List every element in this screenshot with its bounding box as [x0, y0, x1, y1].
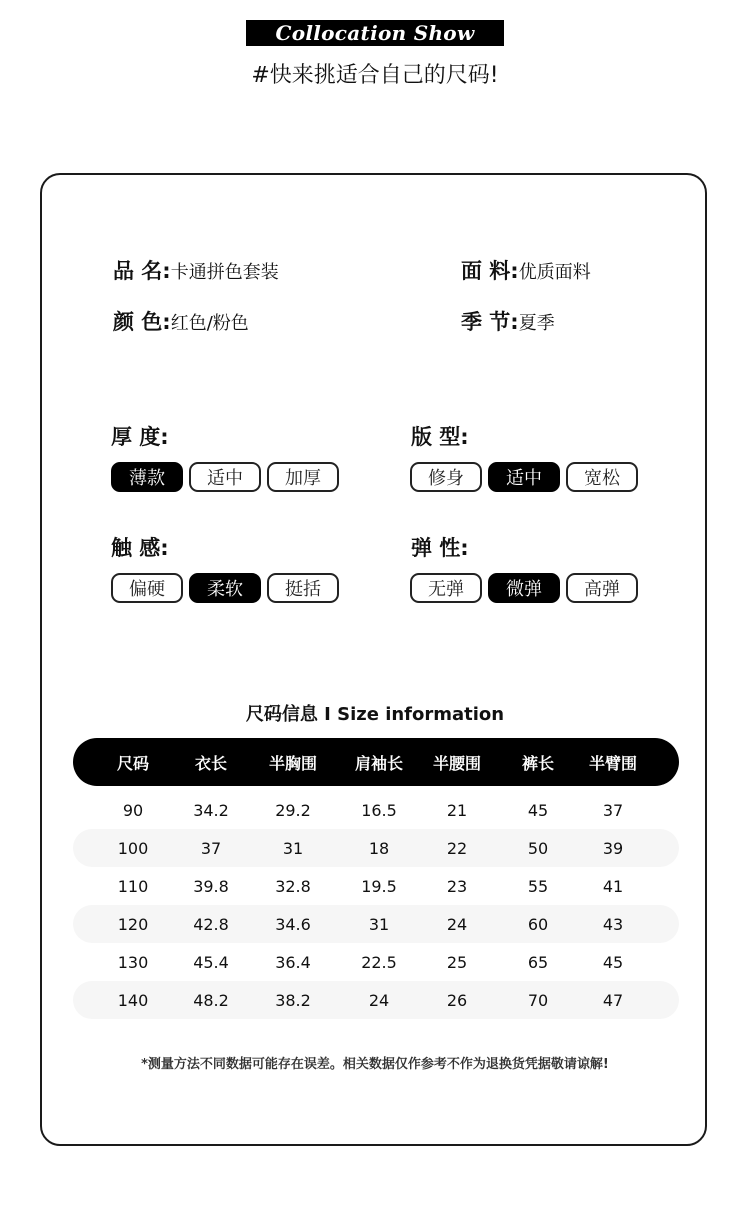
header-cell: 裤长	[521, 753, 554, 773]
table-cell: 21	[446, 800, 468, 820]
info-value: 卡通拼色套装	[170, 262, 279, 283]
info-label: 品 名:	[113, 259, 171, 283]
table-cell: 45.4	[193, 952, 229, 972]
table-cell: 45	[527, 800, 549, 820]
table-cell: 42.8	[193, 914, 229, 934]
table-cell: 47	[602, 990, 624, 1010]
attr-touch-options	[111, 573, 339, 603]
header-cell: 肩袖长	[354, 753, 403, 773]
table-cell: 110	[117, 876, 149, 896]
table-cell: 50	[527, 838, 549, 858]
table-cell: 19.5	[361, 876, 397, 896]
table-cell: 31	[368, 914, 390, 934]
option-pill: 宽松	[566, 462, 638, 492]
table-cell: 130	[117, 952, 149, 972]
option-pill: 微弹	[488, 573, 560, 603]
table-cell: 39	[602, 838, 624, 858]
info-label: 颜 色:	[113, 310, 171, 334]
table-cell: 100	[117, 838, 149, 858]
table-row	[73, 943, 679, 981]
table-cell: 43	[602, 914, 624, 934]
info-value: 夏季	[518, 313, 555, 334]
table-cell: 24	[368, 990, 390, 1010]
attr-fit-title: 版 型:	[411, 425, 469, 449]
table-cell: 34.6	[275, 914, 311, 934]
table-cell: 55	[527, 876, 549, 896]
attr-thickness-options	[111, 462, 339, 492]
option-pill: 挺括	[267, 573, 339, 603]
table-cell: 22.5	[361, 952, 397, 972]
option-pill: 偏硬	[111, 573, 183, 603]
option-pill: 适中	[189, 462, 261, 492]
option-pill: 适中	[488, 462, 560, 492]
table-cell: 39.8	[193, 876, 229, 896]
table-cell: 140	[117, 990, 149, 1010]
attr-fit-options	[410, 462, 638, 492]
attr-thickness-title: 厚 度:	[111, 425, 169, 449]
table-cell: 45	[602, 952, 624, 972]
header-cell: 半腰围	[432, 753, 481, 773]
table-row	[73, 981, 679, 1019]
table-cell: 26	[446, 990, 468, 1010]
info-fabric	[461, 255, 591, 285]
size-table-header	[73, 738, 679, 786]
table-cell: 23	[446, 876, 468, 896]
table-cell: 34.2	[193, 800, 229, 820]
table-cell: 90	[122, 800, 144, 820]
table-cell: 36.4	[275, 952, 311, 972]
table-row	[73, 905, 679, 943]
table-cell: 32.8	[275, 876, 311, 896]
info-season	[461, 306, 555, 336]
option-pill: 柔软	[189, 573, 261, 603]
header-cell: 尺码	[116, 753, 149, 773]
option-pill: 加厚	[267, 462, 339, 492]
info-label: 面 料:	[461, 259, 519, 283]
table-cell: 29.2	[275, 800, 311, 820]
table-row	[73, 791, 679, 829]
attr-elasticity-title: 弹 性:	[411, 536, 469, 560]
info-label: 季 节:	[461, 310, 519, 334]
attr-elasticity-options	[410, 573, 638, 603]
table-row	[73, 829, 679, 867]
header-cell: 半胸围	[268, 753, 317, 773]
table-cell: 38.2	[275, 990, 311, 1010]
option-pill: 高弹	[566, 573, 638, 603]
table-cell: 16.5	[361, 800, 397, 820]
table-cell: 25	[446, 952, 468, 972]
table-cell: 31	[282, 838, 304, 858]
table-cell: 22	[446, 838, 468, 858]
page-subtitle: #快来挑适合自己的尺码!	[251, 63, 499, 88]
header-cell: 半臂围	[588, 753, 637, 773]
header-cell: 衣长	[194, 753, 227, 773]
option-pill: 无弹	[410, 573, 482, 603]
size-table-title: 尺码信息 I Size information	[245, 704, 505, 725]
table-cell: 41	[602, 876, 624, 896]
table-cell: 60	[527, 914, 549, 934]
table-cell: 65	[527, 952, 549, 972]
option-pill: 薄款	[111, 462, 183, 492]
table-row	[73, 867, 679, 905]
table-cell: 120	[117, 914, 149, 934]
banner-text: Collocation Show	[275, 21, 475, 45]
option-pill: 修身	[410, 462, 482, 492]
table-cell: 48.2	[193, 990, 229, 1010]
table-cell: 24	[446, 914, 468, 934]
measurement-footnote: *测量方法不同数据可能存在误差。相关数据仅作参考不作为退换货凭据敬请谅解!	[141, 1057, 609, 1072]
collocation-show-banner	[246, 20, 504, 46]
table-cell: 37	[200, 838, 222, 858]
table-cell: 70	[527, 990, 549, 1010]
attr-touch-title: 触 感:	[111, 536, 169, 560]
table-cell: 18	[368, 838, 390, 858]
info-value: 红色/粉色	[170, 313, 249, 334]
info-product-name	[113, 255, 279, 285]
info-color	[113, 306, 249, 336]
info-value: 优质面料	[518, 262, 591, 283]
table-cell: 37	[602, 800, 624, 820]
